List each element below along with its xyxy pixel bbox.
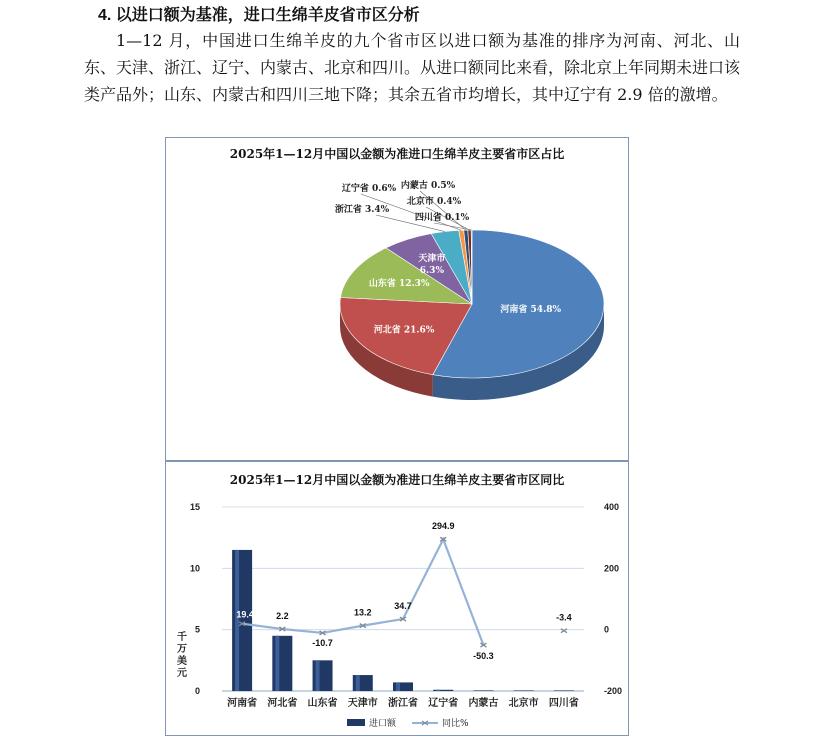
- combo-ytick-right-0: -200: [604, 686, 623, 696]
- combo-category-1: 河北省: [267, 698, 298, 709]
- combo-bar-7: [514, 690, 534, 691]
- pie-label-0: 河南省 54.8%: [500, 305, 562, 316]
- combo-line-label-2: -10.7: [312, 637, 333, 648]
- combo-line-label-5: 294.9: [431, 521, 455, 532]
- combo-line-series: [242, 539, 483, 645]
- combo-ytick-right-3: 400: [604, 502, 620, 512]
- pie-label-2: 山东省 12.3%: [368, 279, 430, 290]
- combo-bar-highlight-1: [275, 636, 279, 691]
- section-heading: 4. 以进口额为基准，进口生绵羊皮省市区分析: [98, 7, 420, 24]
- combo-category-0: 河南省: [227, 698, 258, 709]
- combo-bar-highlight-8: [557, 690, 561, 691]
- combo-category-3: 天津市: [347, 698, 378, 709]
- combo-chart: [166, 462, 628, 735]
- combo-category-2: 山东省: [307, 698, 338, 709]
- pie-label-3-line2: 6.3%: [419, 266, 445, 277]
- combo-bar-2: [313, 660, 333, 691]
- legend-bar-swatch: [347, 719, 365, 726]
- pie-label-3: 天津市: [418, 254, 446, 265]
- pie-chart-title: 2025年1—12月中国以金额为准进口生绵羊皮主要省市区占比: [229, 147, 565, 161]
- pie-leader-8: [434, 223, 472, 230]
- combo-ytick-right-1: 0: [604, 624, 610, 635]
- combo-category-8: 四川省: [548, 698, 579, 709]
- combo-ylabel-char-3: 元: [177, 668, 187, 679]
- combo-ylabel-char-2: 美: [177, 656, 187, 667]
- combo-ylabel-char-1: 万: [177, 644, 187, 655]
- pie-label-1: 河北省 21.6%: [373, 325, 435, 336]
- combo-bar-highlight-0: [235, 550, 239, 691]
- combo-bar-highlight-3: [356, 675, 360, 691]
- combo-bar-highlight-4: [396, 682, 400, 691]
- combo-category-6: 内蒙古: [468, 698, 499, 709]
- pie-chart: [166, 138, 628, 460]
- combo-bar-highlight-7: [517, 690, 521, 691]
- combo-ytick-left-3: 15: [189, 502, 200, 512]
- combo-category-7: 北京市: [508, 698, 539, 709]
- combo-bar-highlight-6: [476, 690, 480, 691]
- combo-ytick-left-1: 5: [194, 624, 200, 635]
- combo-ylabel-char-0: 千: [177, 632, 187, 643]
- combo-category-5: 辽宁省: [428, 698, 459, 709]
- combo-line-label-8: -3.4: [556, 612, 572, 623]
- pie-label-6: 内蒙古 0.5%: [400, 181, 456, 191]
- combo-ytick-left-2: 10: [189, 563, 200, 574]
- combo-category-4: 浙江省: [388, 698, 418, 709]
- combo-ytick-right-2: 200: [604, 563, 620, 574]
- pie-label-4: 浙江省 3.4%: [334, 205, 390, 215]
- pie-label-8: 四川省 0.1%: [414, 213, 470, 223]
- legend-line-label: 同比%: [442, 719, 469, 729]
- combo-line-label-6: -50.3: [473, 651, 494, 662]
- combo-line-label-1: 2.2: [276, 610, 289, 621]
- combo-chart-panel: [165, 461, 629, 736]
- section-paragraph: 1—12 月，中国进口生绵羊皮的九个省市区以进口额为基准的排序为河南、河北、山东、天津、浙江、辽宁、内蒙古、北京和四川。从进口额同比来看，除北京上年同期未进口该类产品外；山东、内蒙古和四川三地下降；其余五省市均增长，其中辽宁有 2.9 倍的激增。: [84, 31, 741, 104]
- combo-line-label-0: 19.4: [236, 609, 254, 620]
- combo-line-label-4: 34.7: [394, 601, 412, 612]
- combo-bar-highlight-5: [436, 690, 440, 691]
- combo-line-label-3: 13.2: [354, 607, 372, 618]
- pie-label-7: 北京市 0.4%: [406, 197, 462, 207]
- pie-chart-panel: [165, 137, 629, 461]
- combo-ytick-left-0: 0: [194, 686, 200, 696]
- legend-bar-label: 进口额: [369, 719, 397, 729]
- combo-chart-title: 2025年1—12月中国以金额为准进口生绵羊皮主要省市区同比: [229, 473, 565, 487]
- combo-bar-highlight-2: [316, 660, 320, 691]
- pie-label-5: 辽宁省 0.6%: [341, 184, 397, 194]
